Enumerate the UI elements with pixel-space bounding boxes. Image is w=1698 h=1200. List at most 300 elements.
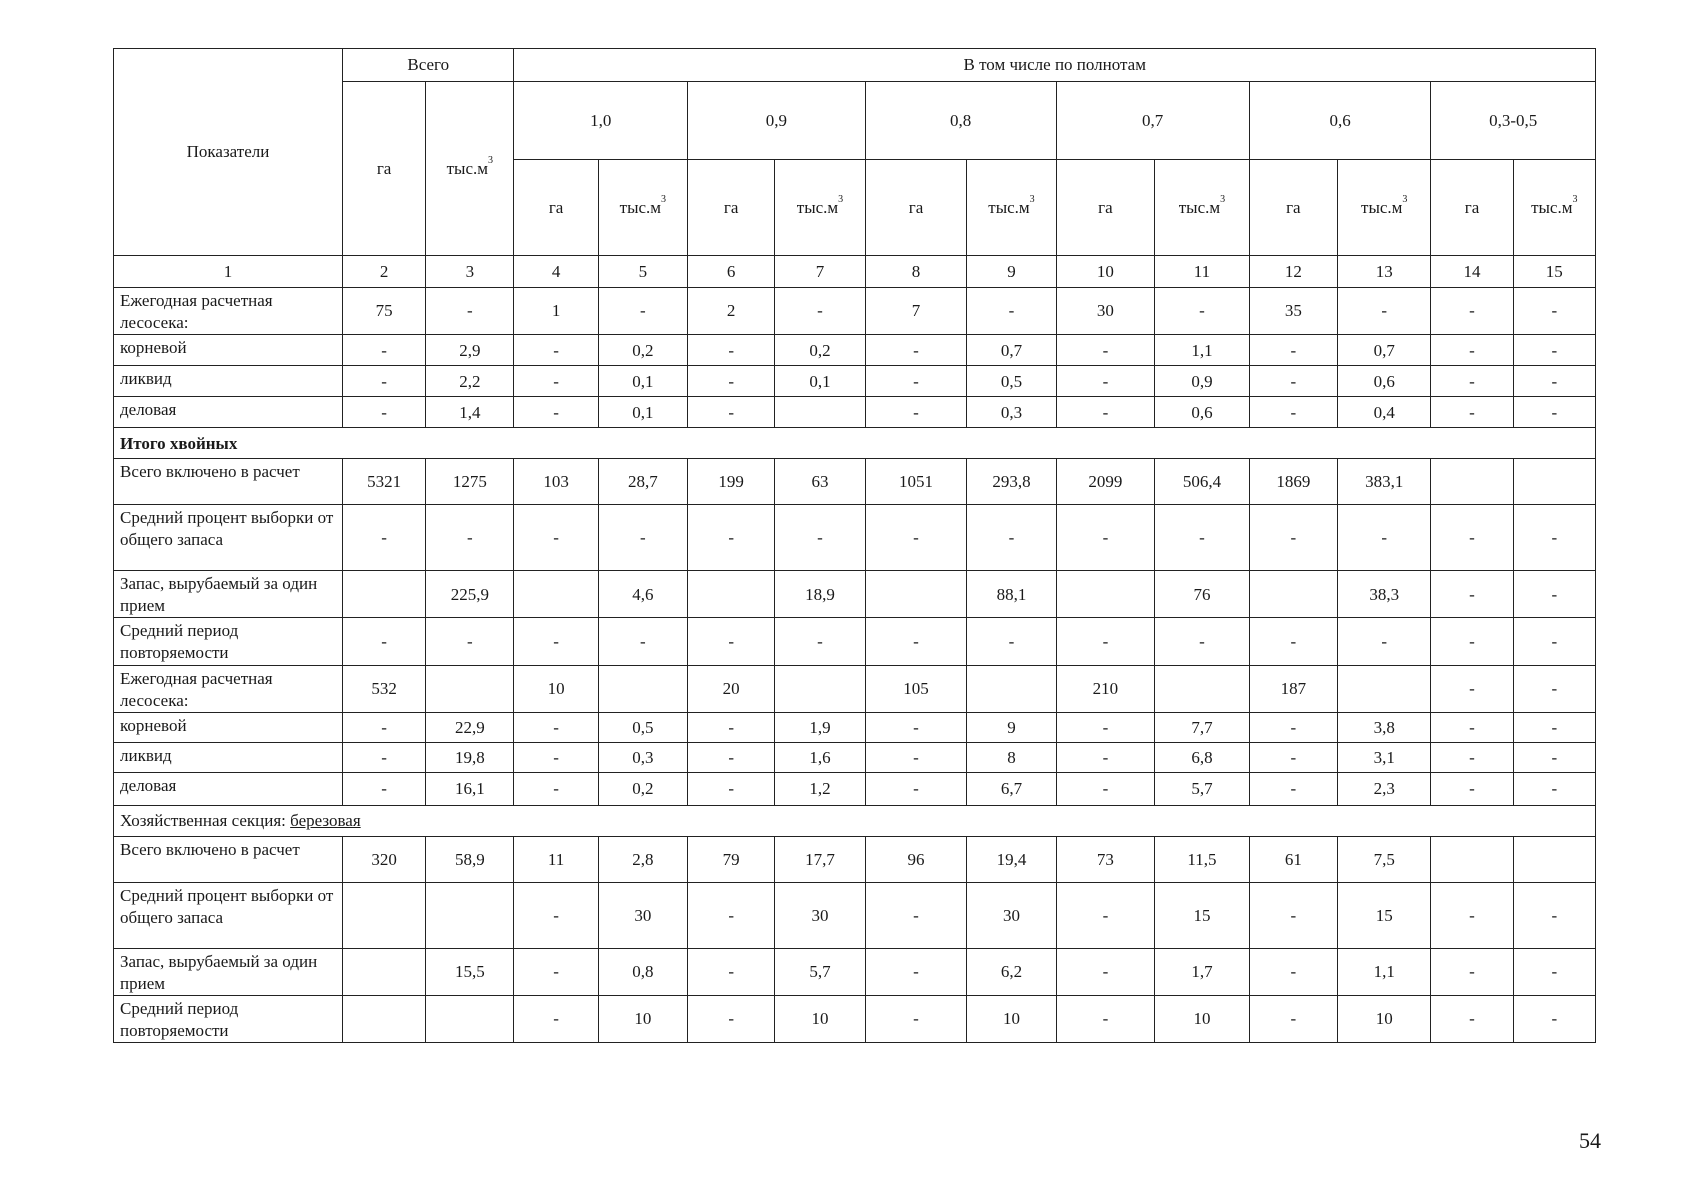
table-cell: 383,1	[1338, 459, 1431, 505]
header-unit-vol: $тыс.м^3$	[1155, 160, 1249, 256]
table-cell	[1155, 665, 1249, 712]
table-cell: -	[1056, 948, 1155, 995]
table-cell: -	[1431, 772, 1513, 805]
table-row	[114, 335, 1596, 366]
table-cell: -	[1513, 618, 1595, 665]
column-number: 8	[865, 256, 967, 288]
table-cell: -	[1513, 366, 1595, 397]
table-cell: -	[1431, 618, 1513, 665]
table-cell	[343, 882, 426, 948]
table-cell: -	[1056, 712, 1155, 742]
column-number: 15	[1513, 256, 1595, 288]
table-cell: 0,8	[598, 948, 687, 995]
table-cell: 320	[343, 836, 426, 882]
table-cell: -	[1513, 335, 1595, 366]
table-cell: 0,6	[1155, 397, 1249, 428]
header-indicators: Показатели	[114, 49, 343, 256]
section-birch-title: Хозяйственная секция: березовая	[114, 805, 1596, 836]
row-label: Запас, вырубаемый за один прием	[114, 948, 343, 995]
table-cell	[688, 571, 775, 618]
table-cell: 1,1	[1338, 948, 1431, 995]
table-cell: 19,4	[967, 836, 1056, 882]
table-cell: -	[426, 505, 514, 571]
table-cell: 0,5	[598, 712, 687, 742]
table-cell: 10	[967, 995, 1056, 1042]
table-cell: -	[514, 366, 598, 397]
table-cell: -	[1056, 366, 1155, 397]
table-cell: -	[967, 505, 1056, 571]
table-cell: 10	[598, 995, 687, 1042]
table-cell: -	[343, 742, 426, 772]
table-cell: -	[1249, 995, 1337, 1042]
table-cell: 11	[514, 836, 598, 882]
table-cell: 1869	[1249, 459, 1337, 505]
table-cell: 0,7	[967, 335, 1056, 366]
table-row	[114, 505, 1596, 571]
table-cell: -	[1056, 397, 1155, 428]
table-cell	[426, 995, 514, 1042]
table-row	[114, 459, 1596, 505]
table-cell: -	[426, 288, 514, 335]
row-label: ликвид	[114, 742, 343, 772]
column-number: 1	[114, 256, 343, 288]
table-body-birch	[114, 836, 1596, 1042]
table-cell: 2	[688, 288, 775, 335]
table-cell	[775, 665, 865, 712]
table-cell: -	[1513, 882, 1595, 948]
table-cell	[865, 571, 967, 618]
row-label: Средний период повторяемости	[114, 995, 343, 1042]
table-cell	[426, 665, 514, 712]
table-cell: -	[343, 712, 426, 742]
table-cell: 15	[1338, 882, 1431, 948]
table-cell: 1051	[865, 459, 967, 505]
table-row	[114, 397, 1596, 428]
header-density: 0,6	[1249, 82, 1431, 160]
table-cell: 0,3	[598, 742, 687, 772]
row-label: корневой	[114, 712, 343, 742]
table-cell: -	[1155, 505, 1249, 571]
table-cell: -	[1056, 772, 1155, 805]
table-header	[114, 49, 1596, 288]
row-label: Средний период повторяемости	[114, 618, 343, 665]
table-cell: -	[865, 335, 967, 366]
section-conifer	[114, 428, 1596, 459]
table-cell: 0,2	[598, 335, 687, 366]
table-cell: 0,1	[598, 366, 687, 397]
table-cell: -	[1431, 948, 1513, 995]
header-unit-ha: га	[1056, 160, 1155, 256]
column-number-row	[114, 256, 1596, 288]
column-number: 2	[343, 256, 426, 288]
table-cell: 506,4	[1155, 459, 1249, 505]
table-cell: 2,3	[1338, 772, 1431, 805]
table-cell: 8	[967, 742, 1056, 772]
table-cell: -	[343, 366, 426, 397]
table-cell: 210	[1056, 665, 1155, 712]
table-cell: 58,9	[426, 836, 514, 882]
table-cell: 18,9	[775, 571, 865, 618]
table-cell: 10	[775, 995, 865, 1042]
column-number: 7	[775, 256, 865, 288]
header-unit-ha: га	[688, 160, 775, 256]
table-cell: -	[688, 505, 775, 571]
table-row	[114, 836, 1596, 882]
table-row	[114, 366, 1596, 397]
table-cell: -	[598, 618, 687, 665]
table-cell: -	[1513, 571, 1595, 618]
table-cell	[343, 995, 426, 1042]
table-cell: -	[343, 335, 426, 366]
table-cell: 7,5	[1338, 836, 1431, 882]
table-cell: -	[1431, 288, 1513, 335]
table-cell: -	[1431, 742, 1513, 772]
header-total: Всего	[343, 49, 514, 82]
table-cell: 30	[775, 882, 865, 948]
table-cell: -	[514, 882, 598, 948]
table-cell: -	[343, 618, 426, 665]
table-row	[114, 742, 1596, 772]
header-unit-vol: $тыс.м^3$	[775, 160, 865, 256]
table-cell: 0,1	[775, 366, 865, 397]
table-cell: 532	[343, 665, 426, 712]
table-cell: -	[1431, 335, 1513, 366]
table-cell: -	[343, 772, 426, 805]
table-cell: 88,1	[967, 571, 1056, 618]
table-cell: 0,7	[1338, 335, 1431, 366]
table-cell	[426, 882, 514, 948]
table-cell: -	[514, 712, 598, 742]
table-cell	[343, 571, 426, 618]
table-cell: -	[1056, 742, 1155, 772]
table-cell: -	[1249, 366, 1337, 397]
column-number: 10	[1056, 256, 1155, 288]
table-cell: -	[343, 505, 426, 571]
table-cell: -	[514, 948, 598, 995]
table-cell: 0,4	[1338, 397, 1431, 428]
table-cell: -	[688, 772, 775, 805]
row-label: Всего включено в расчет	[114, 459, 343, 505]
column-number: 11	[1155, 256, 1249, 288]
table-cell: 20	[688, 665, 775, 712]
table-cell: 15,5	[426, 948, 514, 995]
table-cell: -	[967, 618, 1056, 665]
table-cell: -	[688, 948, 775, 995]
table-cell: -	[514, 505, 598, 571]
table-row	[114, 288, 1596, 335]
table-cell: 6,8	[1155, 742, 1249, 772]
row-label: корневой	[114, 335, 343, 366]
row-label: Ежегодная расчетная лесосека:	[114, 288, 343, 335]
table-cell	[598, 665, 687, 712]
table-cell: -	[1249, 397, 1337, 428]
table-cell: -	[1513, 665, 1595, 712]
table-cell: 0,5	[967, 366, 1056, 397]
table-cell: 103	[514, 459, 598, 505]
forest-table	[113, 48, 1596, 1043]
table-cell: -	[598, 288, 687, 335]
row-label: Ежегодная расчетная лесосека:	[114, 665, 343, 712]
table-cell: -	[1431, 505, 1513, 571]
table-cell: -	[688, 618, 775, 665]
table-cell: -	[865, 882, 967, 948]
header-density: 0,3-0,5	[1431, 82, 1596, 160]
table-cell: -	[1431, 366, 1513, 397]
table-cell: 0,1	[598, 397, 687, 428]
table-cell: 30	[1056, 288, 1155, 335]
row-label: деловая	[114, 397, 343, 428]
column-number: 3	[426, 256, 514, 288]
column-number: 12	[1249, 256, 1337, 288]
column-number: 6	[688, 256, 775, 288]
section-birch	[114, 805, 1596, 836]
table-cell: -	[865, 995, 967, 1042]
table-cell: 4,6	[598, 571, 687, 618]
table-cell: -	[1338, 505, 1431, 571]
table-cell: -	[1249, 335, 1337, 366]
table-cell: -	[514, 397, 598, 428]
table-cell: 7,7	[1155, 712, 1249, 742]
table-cell: 1,1	[1155, 335, 1249, 366]
header-unit-ha: га	[865, 160, 967, 256]
table-cell: -	[598, 505, 687, 571]
table-cell: -	[865, 742, 967, 772]
table-cell: 10	[1155, 995, 1249, 1042]
table-cell	[1513, 459, 1595, 505]
table-body-conifer	[114, 459, 1596, 806]
table-cell: -	[1056, 505, 1155, 571]
table-cell: 2,2	[426, 366, 514, 397]
header-density: 1,0	[514, 82, 688, 160]
table-cell: 30	[967, 882, 1056, 948]
table-cell: 28,7	[598, 459, 687, 505]
table-cell: -	[1513, 995, 1595, 1042]
table-cell: -	[514, 335, 598, 366]
row-label: Средний процент выборки от общего запаса	[114, 505, 343, 571]
table-cell: 35	[1249, 288, 1337, 335]
table-cell: -	[1431, 882, 1513, 948]
table-cell: 1275	[426, 459, 514, 505]
header-by-density: В том числе по полнотам	[514, 49, 1596, 82]
table-cell: 76	[1155, 571, 1249, 618]
table-cell: -	[775, 505, 865, 571]
table-cell: 2,8	[598, 836, 687, 882]
header-unit-vol: $тыс.м^3$	[598, 160, 687, 256]
table-cell	[1338, 665, 1431, 712]
table-cell: 9	[967, 712, 1056, 742]
table-cell: 3,8	[1338, 712, 1431, 742]
table-cell: -	[1431, 995, 1513, 1042]
table-cell	[775, 397, 865, 428]
table-cell: 1,2	[775, 772, 865, 805]
table-cell: 0,9	[1155, 366, 1249, 397]
table-cell	[967, 665, 1056, 712]
table-cell: -	[1431, 665, 1513, 712]
table-cell: 1,6	[775, 742, 865, 772]
table-cell: -	[865, 618, 967, 665]
table-cell: -	[426, 618, 514, 665]
table-cell: 187	[1249, 665, 1337, 712]
table-row	[114, 618, 1596, 665]
table-cell: 11,5	[1155, 836, 1249, 882]
table-cell: -	[1155, 618, 1249, 665]
table-cell: 10	[514, 665, 598, 712]
table-cell: -	[1249, 772, 1337, 805]
table-cell: -	[865, 948, 967, 995]
table-cell: -	[1431, 571, 1513, 618]
table-row	[114, 995, 1596, 1042]
table-cell: 2,9	[426, 335, 514, 366]
table-cell: 5,7	[775, 948, 865, 995]
table-cell: -	[688, 995, 775, 1042]
header-density: 0,9	[688, 82, 866, 160]
table-cell: -	[688, 335, 775, 366]
table-cell: -	[967, 288, 1056, 335]
table-cell: -	[688, 712, 775, 742]
table-cell: 75	[343, 288, 426, 335]
table-cell: -	[1513, 712, 1595, 742]
table-cell: 5321	[343, 459, 426, 505]
table-cell: 96	[865, 836, 967, 882]
table-cell: -	[1056, 618, 1155, 665]
table-cell: 293,8	[967, 459, 1056, 505]
row-label: Всего включено в расчет	[114, 836, 343, 882]
row-label: деловая	[114, 772, 343, 805]
table-cell: -	[865, 397, 967, 428]
header-density: 0,8	[865, 82, 1056, 160]
table-cell: -	[1513, 948, 1595, 995]
table-cell: -	[1249, 712, 1337, 742]
header-unit-ha: га	[1431, 160, 1513, 256]
table-row	[114, 665, 1596, 712]
table-cell: -	[1249, 618, 1337, 665]
table-cell: -	[514, 742, 598, 772]
table-cell: -	[1249, 882, 1337, 948]
header-unit-vol: $тыс.м^3$	[967, 160, 1056, 256]
table-cell: 7	[865, 288, 967, 335]
table-cell: -	[514, 772, 598, 805]
section-conifer-title: Итого хвойных	[114, 428, 1596, 459]
column-number: 5	[598, 256, 687, 288]
table-cell: 79	[688, 836, 775, 882]
table-row	[114, 712, 1596, 742]
table-cell: -	[688, 366, 775, 397]
column-number: 4	[514, 256, 598, 288]
column-number: 14	[1431, 256, 1513, 288]
table-cell: -	[343, 397, 426, 428]
table-cell: 63	[775, 459, 865, 505]
table-cell: -	[1056, 882, 1155, 948]
table-cell: 61	[1249, 836, 1337, 882]
table-cell: 0,2	[598, 772, 687, 805]
table-cell: 30	[598, 882, 687, 948]
table-cell: -	[688, 882, 775, 948]
table-cell: -	[1249, 948, 1337, 995]
table-cell: -	[514, 618, 598, 665]
table-cell: -	[775, 288, 865, 335]
table-cell: 3,1	[1338, 742, 1431, 772]
table-cell: 6,7	[967, 772, 1056, 805]
row-label: Средний процент выборки от общего запаса	[114, 882, 343, 948]
page-number: 54	[1579, 1128, 1601, 1153]
table-cell	[1056, 571, 1155, 618]
table-cell: 73	[1056, 836, 1155, 882]
table-cell: 6,2	[967, 948, 1056, 995]
header-unit-vol: $тыс.м^3$	[1338, 160, 1431, 256]
table-cell: 38,3	[1338, 571, 1431, 618]
table-cell: 17,7	[775, 836, 865, 882]
column-number: 13	[1338, 256, 1431, 288]
table-cell: 1,7	[1155, 948, 1249, 995]
table-cell: -	[1513, 288, 1595, 335]
header-unit-vol: $тыс.м^3$	[1513, 160, 1595, 256]
table-cell: -	[865, 772, 967, 805]
table-cell: 1,4	[426, 397, 514, 428]
table-cell: 2099	[1056, 459, 1155, 505]
header-density: 0,7	[1056, 82, 1249, 160]
row-label: Запас, вырубаемый за один прием	[114, 571, 343, 618]
table-cell: 199	[688, 459, 775, 505]
table-cell: -	[1431, 712, 1513, 742]
table-cell: -	[865, 712, 967, 742]
table-cell: -	[1056, 335, 1155, 366]
table-cell: -	[865, 366, 967, 397]
table-cell: 1,9	[775, 712, 865, 742]
table-row	[114, 571, 1596, 618]
table-cell: 16,1	[426, 772, 514, 805]
table-cell: 0,3	[967, 397, 1056, 428]
table-cell	[1249, 571, 1337, 618]
table-cell	[1431, 836, 1513, 882]
table-cell: -	[1249, 505, 1337, 571]
table-cell: -	[1056, 995, 1155, 1042]
table-cell: 19,8	[426, 742, 514, 772]
table-cell: -	[1513, 505, 1595, 571]
table-cell: -	[1513, 397, 1595, 428]
table-cell: 0,6	[1338, 366, 1431, 397]
column-number: 9	[967, 256, 1056, 288]
table-cell: 225,9	[426, 571, 514, 618]
table-cell: -	[775, 618, 865, 665]
table-row	[114, 772, 1596, 805]
header-unit-ha: га	[514, 160, 598, 256]
table-row	[114, 948, 1596, 995]
table-cell: -	[688, 742, 775, 772]
header-total-vol: $тыс.м^3$	[426, 82, 514, 256]
table-cell: -	[1338, 618, 1431, 665]
table-cell: -	[1338, 288, 1431, 335]
table-cell: 1	[514, 288, 598, 335]
table-cell	[514, 571, 598, 618]
table-cell	[1431, 459, 1513, 505]
table-cell: -	[1513, 742, 1595, 772]
table-cell: 15	[1155, 882, 1249, 948]
row-label: ликвид	[114, 366, 343, 397]
table-cell	[343, 948, 426, 995]
table-body-top	[114, 288, 1596, 428]
table-cell: 0,2	[775, 335, 865, 366]
table-cell: -	[1513, 772, 1595, 805]
table-cell: -	[1249, 742, 1337, 772]
table-row	[114, 882, 1596, 948]
table-cell: -	[688, 397, 775, 428]
table-cell: 5,7	[1155, 772, 1249, 805]
table-cell	[1513, 836, 1595, 882]
table-cell: 105	[865, 665, 967, 712]
table-cell: -	[1431, 397, 1513, 428]
table-cell: -	[865, 505, 967, 571]
header-unit-ha: га	[1249, 160, 1337, 256]
